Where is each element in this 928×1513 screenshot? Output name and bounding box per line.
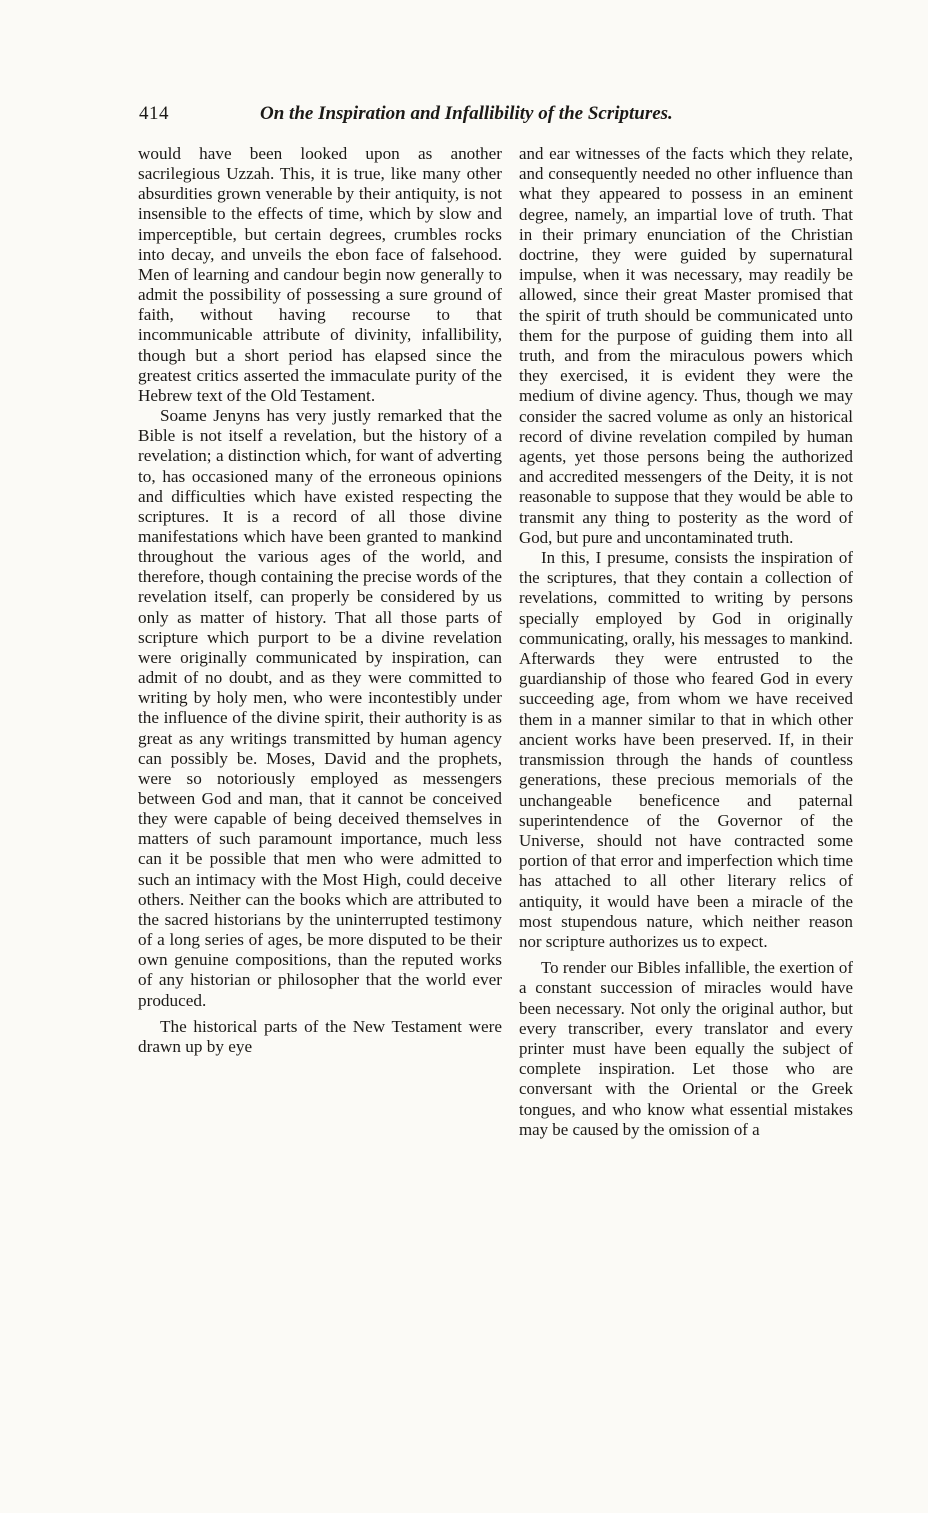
running-title: On the Inspiration and Infallibility of the Scriptures.: [260, 103, 673, 124]
paragraph: To render our Bibles infallible, the exertion of a constant succession of miracles would have been necessary. Not only the original author, but every transcriber, every translator and every printer must have been equally the subject of complete inspiration. Let those who are conversant with the Oriental or the Greek tongues, and who know what essential mistakes may be caused by the omission of a: [519, 958, 853, 1139]
page-header: [137, 103, 757, 133]
paragraph: and ear witnesses of the facts which they relate, and consequently needed no other influence than what they appeared to possess in an eminent degree, namely, an impartial love of truth. That in their primary enunciation of the Christian doctrine, they were guided by supernatural impulse, when it was necessary, may readily be allowed, since their great Master promised that the spirit of truth should be communicated unto them for the purpose of guiding them into all truth, and from the miraculous powers which they exercised, it is evident they were the medium of divine agency. Thus, though we may consider the sacred volume as only an historical record of divine revelation compiled by human agents, yet those persons being the authorized and accredited messengers of the Deity, it is not reasonable to suppose that they would be able to transmit any thing to posterity as the word of God, but pure and uncontaminated truth.: [519, 144, 853, 547]
page-number: 414: [139, 103, 169, 124]
left-column: [138, 144, 502, 1057]
paragraph: In this, I presume, consists the inspiration of the scriptures, that they contain a collection of revelations, committed to writing by persons specially employed by God in originally communicating, orally, his messages to mankind. Afterwards they were entrusted to the guardianship of those who feared God in every succeeding age, from whom we have received them in a manner similar to that in which other ancient works have been preserved. If, in their transmission through the hands of countless generations, these precious memorials of the unchangeable beneficence and paternal superintendence of the Governor of the Universe, should not have contracted some portion of that error and imperfection which time has attached to all other literary relics of antiquity, it would have been a miracle of the most stupendous nature, which neither reason nor scripture authorizes us to expect.: [519, 548, 853, 951]
paragraph: The historical parts of the New Testament were drawn up by eye: [138, 1016, 502, 1056]
paragraph: Soame Jenyns has very justly remarked that the Bible is not itself a revelation, but the history of a revelation; a distinction which, for want of adverting to, has occasioned many of the erroneous opinions and difficulties which have existed respecting the scriptures. It is a record of all those divine manifestations which have been granted to mankind throughout the various ages of the world, and therefore, though containing the precise words of the revelation itself, can properly be considered by us only as matter of history. That all those parts of scripture which purport to be a divine revelation were originally communicated by inspiration, can admit of no doubt, and as they were committed to writing by holy men, who were incontestibly under the influence of the divine spirit, their authority is as great as any writings transmitted by human agency can possibly be. Moses, David and the prophets, were so notoriously employed as messengers between God and man, that it cannot be conceived they were capable of being deceived themselves in matters of such paramount importance, much less can it be possible that men who were admitted to such an intimacy with the Most High, could deceive others. Neither can the books which are attributed to the sacred historians by the uninterrupted testimony of a long series of ages, be more disputed to be their own genuine compositions, than the reputed works of any historian or philosopher that the world ever produced.: [138, 406, 502, 1010]
right-column: [519, 144, 853, 1140]
paragraph: would have been looked upon as another sacrilegious Uzzah. This, it is true, like many other absurdities grown venerable by their antiquity, is not insensible to the effects of time, which by slow and imperceptible, but certain degrees, crumbles rocks into decay, and unveils the ebon face of falsehood. Men of learning and candour begin now generally to admit the possibility of possessing a sure ground of faith, without having recourse to that incommunicable attribute of divinity, infallibility, though but a short period has elapsed since the greatest critics asserted the immaculate purity of the Hebrew text of the Old Testament.: [138, 144, 502, 405]
